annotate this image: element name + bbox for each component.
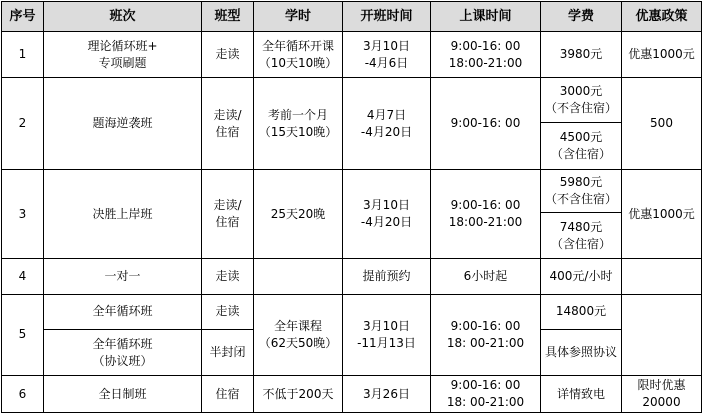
header-time: 上课时间: [431, 2, 541, 32]
table-row: [2, 259, 702, 295]
row-discount: 限时优惠 20000: [622, 376, 702, 413]
header-type: 班型: [202, 2, 254, 32]
row-type: 走读/ 住宿: [202, 78, 254, 170]
header-class: 班次: [44, 2, 202, 32]
row-hours: 不低于200天: [254, 376, 343, 413]
row-fee-no-lodging: 5980元 （不含住宿）: [541, 170, 622, 213]
row-no: 5: [2, 294, 44, 376]
row-discount: [622, 259, 702, 295]
row-hours: 全年课程 （62天50晚）: [254, 294, 343, 376]
row-class: 全日制班: [44, 376, 202, 413]
row-start: 3月10日 -4月20日: [343, 170, 431, 259]
row-start: 提前预约: [343, 259, 431, 295]
row-class: 全年循环班 （协议班）: [44, 330, 202, 376]
row-class: 题海逆袭班: [44, 78, 202, 170]
row-start: 4月7日 -4月20日: [343, 78, 431, 170]
row-time: 9:00-16: 00 18: 00-21:00: [431, 376, 541, 413]
row-fee: 具体参照协议: [541, 330, 622, 376]
row-discount: [622, 294, 702, 376]
row-hours: 全年循环开课 （10天10晚）: [254, 32, 343, 78]
row-type: 走读: [202, 294, 254, 330]
header-discount: 优惠政策: [622, 2, 702, 32]
row-fee-with-lodging: 7480元 （含住宿）: [541, 213, 622, 259]
schedule-table: [1, 1, 702, 413]
header-start: 开班时间: [343, 2, 431, 32]
table-row: [2, 376, 702, 413]
row-time: 6小时起: [431, 259, 541, 295]
row-fee-with-lodging: 4500元 （含住宿）: [541, 123, 622, 170]
row-fee: 3980元: [541, 32, 622, 78]
row-time: 9:00-16: 00 18: 00-21:00: [431, 294, 541, 376]
header-row: [2, 2, 702, 32]
row-class: 全年循环班: [44, 294, 202, 330]
header-fee: 学费: [541, 2, 622, 32]
row-time: 9:00-16: 00 18:00-21:00: [431, 170, 541, 259]
row-fee: 详情致电: [541, 376, 622, 413]
row-no: 4: [2, 259, 44, 295]
row-no: 6: [2, 376, 44, 413]
row-fee-no-lodging: 3000元 （不含住宿）: [541, 78, 622, 123]
row-type: 走读: [202, 32, 254, 78]
row-discount: 500: [622, 78, 702, 170]
row-start: 3月10日 -11月13日: [343, 294, 431, 376]
row-type: 走读/ 住宿: [202, 170, 254, 259]
row-class: 理论循环班+ 专项刷题: [44, 32, 202, 78]
table-row: [2, 78, 702, 123]
row-class: 决胜上岸班: [44, 170, 202, 259]
row-fee: 14800元: [541, 294, 622, 330]
row-class: 一对一: [44, 259, 202, 295]
row-hours: [254, 259, 343, 295]
row-start: 3月26日: [343, 376, 431, 413]
table-row: [2, 294, 702, 330]
header-hours: 学时: [254, 2, 343, 32]
row-type: 走读: [202, 259, 254, 295]
row-discount: 优惠1000元: [622, 170, 702, 259]
header-no: 序号: [2, 2, 44, 32]
table-row: [2, 32, 702, 78]
row-start: 3月10日 -4月6日: [343, 32, 431, 78]
row-type: 住宿: [202, 376, 254, 413]
row-time: 9:00-16: 00 18:00-21:00: [431, 32, 541, 78]
row-fee: 400元/小时: [541, 259, 622, 295]
row-no: 1: [2, 32, 44, 78]
row-no: 3: [2, 170, 44, 259]
row-hours: 25天20晚: [254, 170, 343, 259]
table-row: [2, 170, 702, 213]
row-hours: 考前一个月 （15天10晚）: [254, 78, 343, 170]
row-discount: 优惠1000元: [622, 32, 702, 78]
row-type: 半封闭: [202, 330, 254, 376]
row-no: 2: [2, 78, 44, 170]
row-time: 9:00-16: 00: [431, 78, 541, 170]
